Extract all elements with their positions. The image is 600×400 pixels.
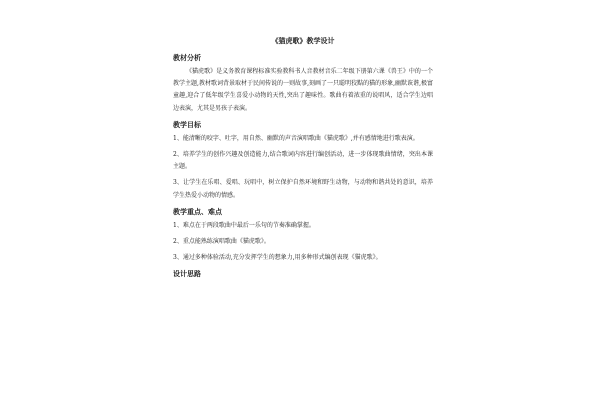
document-title: 《猫虎歌》教学设计 <box>271 36 335 45</box>
goal-item: 1、能清晰的咬字、吐字，用自然、幽默的声音演唱歌曲《猫虎歌》,并有感情地进行歌表演。 <box>173 134 419 142</box>
section-heading: 教学目标 <box>173 120 201 129</box>
section-teaching-goals <box>173 120 433 202</box>
section-heading: 教学重点、难点 <box>173 207 222 216</box>
key-point-item: 3、通过多种体验活动,充分发挥学生的想象力,用多种形式编创表现《猫虎歌》。 <box>173 254 382 262</box>
key-point-item: 2、重点能熟练演唱歌曲《猫虎歌》。 <box>173 238 270 246</box>
section-materials-analysis <box>173 53 433 115</box>
section-heading: 设计思路 <box>173 270 201 279</box>
goal-item: 2、培养学生的创作兴趣及创造能力,结合歌词内容进行编创活动，进一步体现歌曲情绪，突出本课主题。 <box>173 151 433 171</box>
goal-item: 3、让学生在乐唱、爱唱、玩唱中，树立保护自然环境和野生动物，与动物和谐共处的意识，培养学生热爱小动物的情感。 <box>173 179 433 199</box>
section-heading: 教材分析 <box>173 54 201 62</box>
section-paragraph: 《猫虎歌》是义务教育课程标准实验教科书人音教材音乐二年级下册第六课《兽王》中的一个教学主题,教材歌词背景取材于民间传说的一则故事,刻画了一只聪明狡黠的猫的形象,幽默诙谐,极富童趣,迎合了低年级学生喜爱小动物的天性,突出了趣味性。歌曲有着浓重的说唱风，适合学生边唱边表演，尤其是男孩子表演。 <box>173 68 433 112</box>
document-body <box>173 36 433 282</box>
key-point-item: 1、难点在于两段歌曲中最后一乐句的节奏准确掌握。 <box>173 221 315 229</box>
section-design-ideas <box>173 269 433 279</box>
section-key-points <box>173 207 433 265</box>
